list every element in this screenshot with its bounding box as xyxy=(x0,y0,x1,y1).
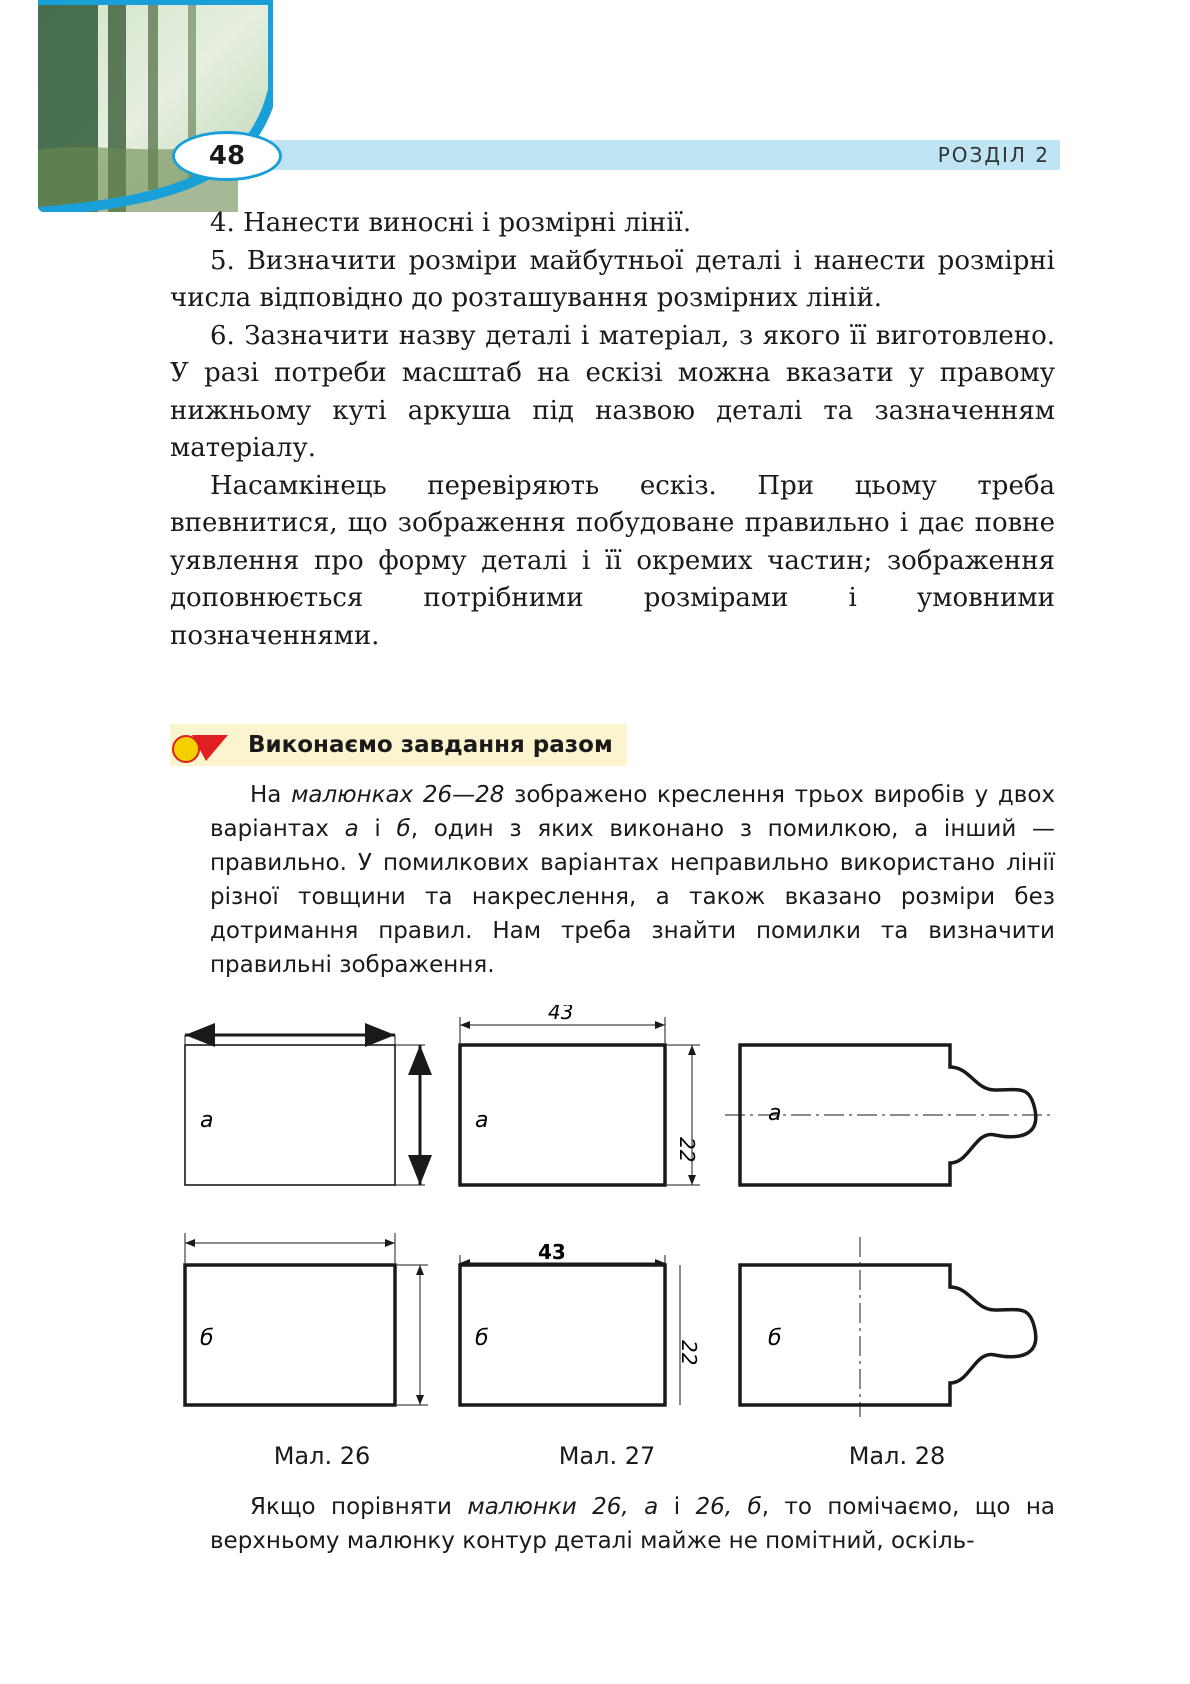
fig26-a-label: а xyxy=(200,1108,214,1133)
fig27-a-dim-22: 22 xyxy=(675,1137,699,1163)
task-variant-a: а xyxy=(344,816,359,842)
fig28-a-label: а xyxy=(768,1101,782,1126)
task-heading: Виконаємо завдання разом xyxy=(248,732,613,758)
task-heading-box xyxy=(170,724,627,766)
task-block xyxy=(170,724,1055,982)
fig27-b-dim-22: 22 xyxy=(677,1340,701,1366)
steps-text xyxy=(170,205,1055,655)
fig26-b-label: б xyxy=(200,1326,214,1351)
step-6: 6. Зазначити назву деталі і матеріал, з якого її виготовлено. У разі потреби масштаб на ескізі можна вказати у правому нижньому куті аркуша під назвою деталі та зазначенням матеріалу. xyxy=(170,320,1055,463)
fig26-b xyxy=(185,1233,428,1405)
fig27-b xyxy=(460,1255,680,1405)
task-text-3: зображено креслення трьох виробів у двох варіантах xyxy=(210,782,1055,842)
task-text-5: і xyxy=(358,816,397,842)
bottom-figure-ref-b: 26, б xyxy=(695,1494,762,1520)
task-variant-b: б xyxy=(396,816,411,842)
fig26-a xyxy=(185,1035,425,1185)
task-text xyxy=(210,778,1055,982)
task-figures-ref: малюнках 26—28 xyxy=(291,782,505,808)
step-5: 5. Визначити розміри майбутньої деталі і нанести розмірні числа відповідно до розташування розмірних ліній. xyxy=(170,245,1055,313)
bottom-figure-ref-a: малюнки 26, а xyxy=(467,1494,659,1520)
section-label: РОЗДІЛ 2 xyxy=(937,143,1050,167)
fig27-a xyxy=(460,1017,700,1185)
header-band xyxy=(230,140,1060,170)
page-number: 48 xyxy=(172,131,282,181)
fig27-b-dim-43: 43 xyxy=(538,1240,566,1264)
task-marker-icon xyxy=(170,731,232,765)
task-text-7: , один з яких виконано з помилкою, а інший — правильно. У помилкових варіантах неправильно використано лінії різної товщини та накреслення, а також вказано розміри без дотримання правил. Нам треба знайти помилки та визначити правильні зображення. xyxy=(210,816,1056,978)
bottom-paragraph xyxy=(210,1490,1055,1558)
fig28-b-label: б xyxy=(768,1326,782,1351)
caption-fig27: Мал. 27 xyxy=(558,1442,656,1470)
bottom-text-1: Якщо порівняти xyxy=(250,1494,468,1520)
caption-fig28: Мал. 28 xyxy=(848,1442,946,1470)
step-4: 4. Нанести виносні і розмірні лінії. xyxy=(210,208,692,238)
fig27-a-label: а xyxy=(475,1108,489,1133)
caption-fig26: Мал. 26 xyxy=(273,1442,371,1470)
bottom-text-3: і xyxy=(658,1494,696,1520)
task-text-1: На xyxy=(250,782,292,808)
fig27-b-label: б xyxy=(475,1326,489,1351)
fig27-a-dim-43: 43 xyxy=(548,1005,574,1024)
conclusion-paragraph: Насамкінець перевіряють ескіз. При цьому треба впевнитися, що зображення побудоване правильно і дає повне уявлення про форму деталі і її окремих частин; зображення доповнюється потрібними розмірами і умовними позначеннями. xyxy=(170,470,1055,651)
drawings-area xyxy=(170,1005,1070,1429)
fig28-b xyxy=(740,1237,1036,1417)
bottom-text-5: , то помічаємо, що на верхньому малюнку контур деталі майже не помітний, оскіль- xyxy=(210,1494,1055,1554)
